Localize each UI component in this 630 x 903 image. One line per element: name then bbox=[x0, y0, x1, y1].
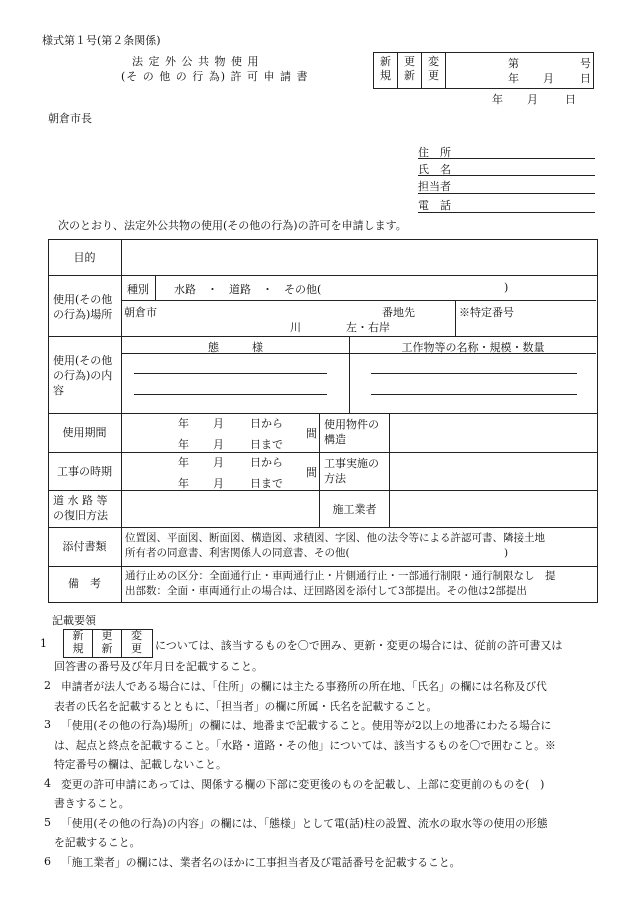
structure-field-1[interactable] bbox=[371, 373, 577, 374]
note-line: 申請者が法人である場合には、「住所」の欄には主たる事務所の所在地、「氏名」の欄には名称及び代 bbox=[61, 680, 547, 693]
notes-heading: 記載要領 bbox=[52, 614, 96, 627]
applicant-address-field[interactable] bbox=[418, 158, 595, 159]
attachments-text-1: 位置図、平面図、断面図、構造図、求積図、字図、他の法令等による許認可書、隣接土地 bbox=[125, 532, 545, 544]
submission-tsuki: 月 bbox=[527, 93, 538, 106]
period-from-hi: 日から bbox=[250, 417, 283, 430]
applicant-person-label: 担当者 bbox=[418, 180, 451, 193]
applicant-address-label: 住 所 bbox=[418, 146, 451, 159]
applicant-phone-label: 電 話 bbox=[418, 199, 451, 212]
note-1-renew: 更 新 bbox=[101, 629, 113, 655]
type-close: ) bbox=[504, 281, 509, 294]
note-line: は、起点と終点を記載すること。「水路・道路・その他」については、該当するものを〇で囲むこと。※ bbox=[54, 738, 556, 752]
place-label: 使用(その他 の行為)場所 bbox=[53, 293, 113, 321]
construction-method-label: 工事実施の 方法 bbox=[324, 457, 379, 485]
permit-nen: 年 bbox=[508, 72, 519, 85]
remarks-text-2: 出部数：全面・車両通行止の場合は、迂回路図を添付して3部提出。その他は2部提出 bbox=[125, 585, 527, 597]
note-number: 6 bbox=[44, 854, 51, 868]
note-line: を記載すること。 bbox=[54, 836, 141, 849]
note-line: 「使用(その他の行為)場所」の欄には、地番まで記載すること。使用等が2以上の地番にわたる場合に bbox=[61, 719, 552, 732]
period-to-hi: 日まで bbox=[250, 438, 283, 451]
remarks-text-1: 通行止めの区分：全面通行止・車両通行止・片側通行止・一部通行制限・通行制限なし 提 bbox=[125, 570, 556, 582]
note-1-change: 変 更 bbox=[131, 629, 142, 655]
construction-to-hi: 日まで bbox=[250, 477, 283, 490]
object-structure-field[interactable] bbox=[390, 414, 596, 452]
note-line: 「施工業者」の欄には、業者名のほかに工事担当者及び電話番号を記載すること。 bbox=[61, 855, 461, 869]
applicant-person-field[interactable] bbox=[418, 193, 595, 194]
note-1-text: については、該当するものを〇で囲み、更新・変更の場合には、従前の許可書又は bbox=[155, 639, 563, 652]
type-label: 種別 bbox=[127, 283, 149, 296]
note-line: 特定番号の欄は、記載しないこと。 bbox=[54, 758, 227, 771]
construction-kan: 間 bbox=[306, 466, 317, 479]
construction-method-field[interactable] bbox=[390, 453, 596, 490]
kind-change[interactable]: 変 更 bbox=[428, 55, 439, 82]
submission-nen: 年 bbox=[492, 93, 503, 106]
place-bank[interactable]: 左・右岸 bbox=[346, 321, 390, 334]
structure-header: 工作物等の名称・規模・数量 bbox=[401, 341, 545, 354]
permit-tsuki: 月 bbox=[543, 72, 554, 85]
attachments-close: ) bbox=[504, 547, 509, 559]
place-city: 朝倉市 bbox=[124, 306, 157, 319]
restore-label: 道 水 路 等 の復旧方法 bbox=[53, 494, 108, 522]
remarks-label: 備 考 bbox=[68, 577, 101, 590]
note-number: 2 bbox=[44, 679, 51, 692]
contractor-field[interactable] bbox=[390, 491, 596, 527]
intro-text: 次のとおり、法定外公共物の使用(その他の行為)の許可を申請します。 bbox=[58, 219, 407, 232]
note-1-text-2: 回答書の番号及び年月日を記載すること。 bbox=[54, 660, 263, 673]
content-label: 使用(その他 の行為)の内 容 bbox=[53, 354, 113, 397]
purpose-field[interactable] bbox=[122, 240, 596, 275]
mode-field-1[interactable] bbox=[134, 373, 327, 374]
form-title-line1: 法 定 外 公 共 物 使 用 bbox=[132, 55, 260, 68]
construction-label: 工事の時期 bbox=[57, 465, 112, 478]
period-from-nen: 年 bbox=[178, 417, 189, 430]
object-structure-label: 使用物件の 構造 bbox=[324, 418, 379, 446]
note-1-new: 新 規 bbox=[72, 629, 84, 655]
period-label: 使用期間 bbox=[62, 426, 107, 439]
attachments-text-2: 所有者の同意書、利害関係人の同意書、その他( bbox=[125, 547, 350, 559]
form-title-line2: (そ の 他 の 行 為) 許 可 申 請 書 bbox=[121, 70, 309, 83]
place-river: 川 bbox=[290, 321, 301, 334]
submission-hi: 日 bbox=[565, 93, 576, 106]
purpose-label: 目的 bbox=[73, 251, 96, 264]
permit-dai: 第 bbox=[508, 57, 519, 70]
period-kan: 間 bbox=[306, 427, 317, 440]
note-line: 表者の氏名を記載するとともに、「担当者」の欄に所属・氏名を記載すること。 bbox=[54, 699, 438, 713]
note-line: 書きすること。 bbox=[54, 797, 130, 810]
construction-to-tsuki: 月 bbox=[213, 477, 224, 490]
permit-hi: 日 bbox=[580, 72, 591, 85]
addressee: 朝倉市長 bbox=[48, 112, 92, 125]
note-number: 5 bbox=[44, 815, 51, 829]
restore-field[interactable] bbox=[122, 491, 319, 527]
note-number: 4 bbox=[44, 776, 51, 790]
construction-from-nen: 年 bbox=[178, 456, 189, 469]
mode-field-2[interactable] bbox=[134, 394, 327, 395]
structure-field-2[interactable] bbox=[371, 394, 577, 395]
period-to-nen: 年 bbox=[178, 438, 189, 451]
form-number: 様式第１号(第２条関係) bbox=[42, 34, 161, 47]
permit-go: 号 bbox=[580, 57, 591, 70]
construction-to-nen: 年 bbox=[178, 477, 189, 490]
place-banchi: 番地先 bbox=[382, 306, 415, 319]
construction-from-hi: 日から bbox=[250, 456, 283, 469]
contractor-label: 施工業者 bbox=[332, 503, 377, 516]
period-to-tsuki: 月 bbox=[213, 438, 224, 451]
period-from-tsuki: 月 bbox=[213, 417, 224, 430]
note-1-number: 1 bbox=[40, 637, 47, 650]
applicant-name-label: 氏 名 bbox=[418, 163, 451, 176]
attachments-label: 添付書類 bbox=[62, 540, 107, 553]
note-line: 変更の許可申請にあっては、関係する欄の下部に変更後のものを記載し、上部に変更前のものを( ) bbox=[61, 777, 545, 791]
applicant-name-field[interactable] bbox=[418, 175, 595, 176]
kind-new[interactable]: 新 規 bbox=[380, 55, 391, 82]
kind-renew[interactable]: 更 新 bbox=[404, 55, 415, 82]
note-line: 「使用(その他の行為)の内容」の欄には、「態様」として電(話)柱の設置、流水の取水等の使用の形態 bbox=[61, 816, 548, 830]
special-number-label: ※特定番号 bbox=[459, 306, 514, 319]
mode-header: 態 様 bbox=[208, 341, 263, 354]
applicant-phone-field[interactable] bbox=[418, 212, 595, 213]
type-options[interactable]: 水路 ・ 道路 ・ その他( bbox=[174, 283, 322, 296]
construction-from-tsuki: 月 bbox=[213, 456, 224, 469]
note-number: 3 bbox=[44, 718, 51, 731]
